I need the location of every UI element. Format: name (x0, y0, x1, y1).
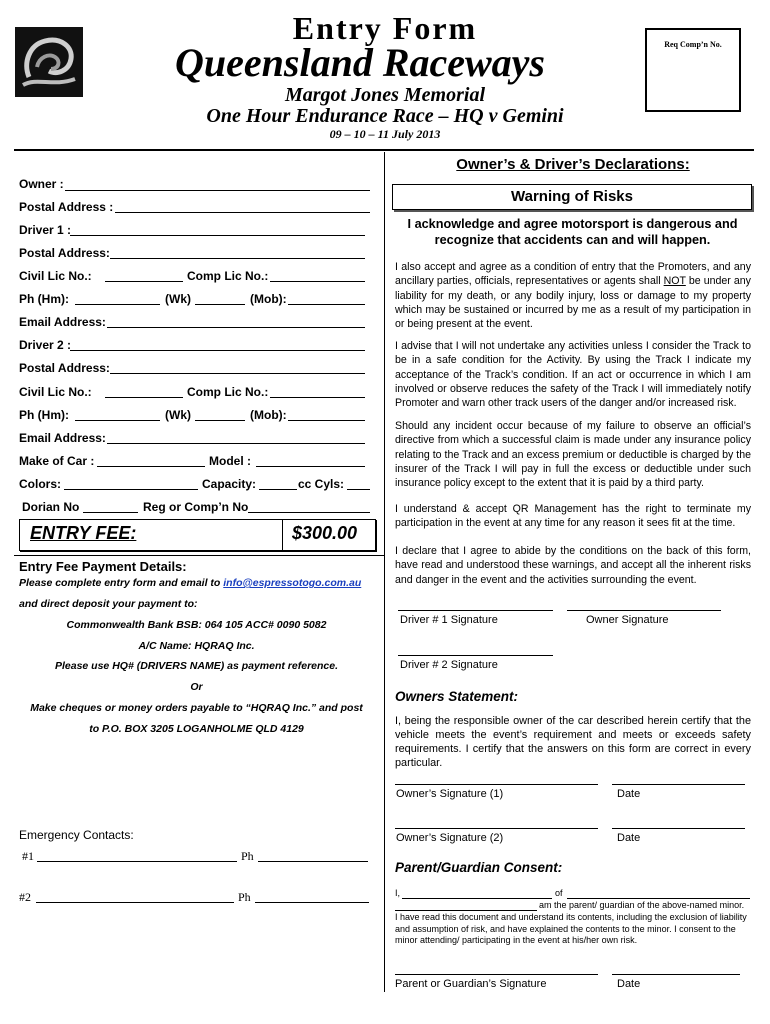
guardian-of-label: of (555, 888, 563, 898)
acknowledge-statement: I acknowledge and agree motorsport is dangerous and recognize that accidents can and will happen. (407, 217, 738, 247)
postal-address-2-field[interactable] (110, 258, 365, 259)
ph-hm-1-label: Ph (Hm): (19, 292, 69, 306)
entry-fee-label: ENTRY FEE: (30, 523, 137, 543)
declaration-1-text-b: be under any liability for my death, or any bodily injury, loss or damage to my property which may be sustained or incurred by me as a result of my participation in or being present at the event. (395, 275, 751, 331)
driver1-signature-label: Driver # 1 Signature (400, 614, 498, 626)
wk-1-label: (Wk) (165, 292, 191, 306)
po-box: to P.O. BOX 3205 LOGANHOLME QLD 4129 (89, 723, 304, 735)
declaration-paragraph-1 (395, 260, 751, 331)
race-title: One Hour Endurance Race – HQ v Gemini (206, 105, 564, 127)
payment-email-link[interactable]: info@espressotogo.com.au (223, 577, 362, 589)
warning-title: Warning of Risks (511, 188, 633, 205)
declaration-1-not: NOT (663, 275, 686, 288)
postal-address-3-label: Postal Address: (19, 361, 110, 375)
dorian-no-field[interactable] (83, 512, 138, 513)
driver1-signature-field[interactable] (398, 610, 553, 611)
memorial-title: Margot Jones Memorial (284, 84, 486, 106)
owners-statement-text: I, being the responsible owner of the car described herein certify that the vehicle meets the event’s requirement and meets or exceeds safety requirements. I certify that the answers on this form are correct in every particular. (395, 715, 751, 769)
ec2-phone-field[interactable] (255, 902, 369, 903)
logo (15, 27, 83, 97)
guardian-consent-text: I have read this document and understand its contents, including the exclusion of liability and assumption of risk, and have explained the contents to the minor. I consent to the minor attending/ participating in the event at his/her own risk. (395, 912, 747, 945)
payment-reference: Please use HQ# (DRIVERS NAME) as payment reference. (54, 660, 339, 672)
declaration-paragraph-5: I declare that I agree to abide by the conditions on the back of this form, have read and understood these warnings, and accept all the inherent risks and danger in the event and the activities surrounding the event. (395, 545, 751, 586)
driver2-field[interactable] (70, 350, 365, 351)
date-2-label: Date (617, 832, 641, 844)
guardian-address-field-2[interactable] (395, 910, 537, 911)
cc-cyls-label: cc Cyls: (298, 477, 345, 491)
wk-2-label: (Wk) (165, 408, 191, 422)
driver2-signature-field[interactable] (398, 655, 553, 656)
owner-signature-1-field[interactable] (395, 784, 598, 785)
postal-address-3-field[interactable] (110, 373, 365, 374)
model-field[interactable] (256, 466, 365, 467)
payment-title: Entry Fee Payment Details: (19, 559, 187, 574)
ph-hm-2-label: Ph (Hm): (19, 408, 69, 422)
date-3-field[interactable] (612, 974, 740, 975)
capacity-label: Capacity: (202, 477, 257, 491)
email-2-label: Email Address: (19, 431, 106, 445)
owner-signature-2-label: Owner’s Signature (2) (396, 832, 504, 844)
mob-2-field[interactable] (288, 420, 365, 421)
postal-address-1-label: Postal Address : (19, 200, 114, 214)
racing-logo-icon (15, 27, 83, 97)
cheques-instruction: Make cheques or money orders payable to “HQRAQ Inc.” and post (30, 702, 363, 714)
entry-fee-amount: $300.00 (292, 523, 358, 543)
wk-2-field[interactable] (195, 420, 245, 421)
model-label: Model : (209, 454, 251, 468)
entry-fee-divider (282, 520, 283, 550)
ph-hm-1-field[interactable] (75, 304, 160, 305)
guardian-name-field[interactable] (402, 898, 552, 899)
mob-1-field[interactable] (288, 304, 365, 305)
ec1-phone-field[interactable] (258, 861, 368, 862)
req-comp-no-box[interactable] (645, 28, 741, 112)
declaration-paragraph-2: I advise that I will not undertake any activities unless I consider the Track to be in a safe condition for the Activity. By using the Track I indicate my acceptance of the Track’s condition. If an act or occurrence in which I am involved or observe reduces the safety of the Track I will immediately notify Promoter and warn other track users of the danger and/or increased risk. (395, 340, 751, 410)
civil-lic-2-field[interactable] (105, 397, 183, 398)
declaration-paragraph-4: I understand & accept QR Management has the right to terminate my participation in the event at any time for any reason it sees fit at the time. (395, 503, 751, 530)
payment-instruction-1 (19, 577, 361, 589)
postal-address-1-field[interactable] (115, 212, 370, 213)
comp-lic-2-field[interactable] (270, 397, 365, 398)
req-comp-no-label: Req Comp’n No. (664, 40, 722, 49)
mob-2-label: (Mob): (250, 408, 287, 422)
header-rule (14, 149, 754, 151)
owner-signature-label: Owner Signature (586, 614, 669, 626)
email-1-field[interactable] (107, 327, 365, 328)
reg-comp-no-field[interactable] (248, 512, 370, 513)
driver2-signature-label: Driver # 2 Signature (400, 659, 498, 671)
ec2-ph-label: Ph (238, 890, 251, 904)
ec1-number: #1 (22, 849, 34, 863)
race-dates: 09 – 10 – 11 July 2013 (329, 127, 441, 141)
capacity-field[interactable] (259, 489, 297, 490)
entry-fee-box (19, 519, 376, 551)
date-3-label: Date (617, 978, 641, 990)
payment-rule (14, 555, 384, 556)
owner-label: Owner : (19, 177, 64, 191)
email-1-label: Email Address: (19, 315, 106, 329)
owner-field[interactable] (65, 190, 370, 191)
ph-hm-2-field[interactable] (75, 420, 160, 421)
payment-instruction-2: and direct deposit your payment to: (19, 598, 198, 610)
bank-details: Commonwealth Bank BSB: 064 105 ACC# 0090 5082 (66, 619, 327, 631)
guardian-signature-field[interactable] (395, 974, 598, 975)
make-of-car-field[interactable] (97, 466, 205, 467)
guardian-consent-title: Parent/Guardian Consent: (395, 860, 563, 875)
colors-field[interactable] (64, 489, 198, 490)
owners-statement-title: Owners Statement: (395, 689, 519, 704)
org-title: Queensland Raceways (175, 40, 545, 85)
email-2-field[interactable] (107, 443, 365, 444)
owner-signature-1-label: Owner’s Signature (1) (396, 788, 504, 800)
civil-lic-2-label: Civil Lic No.: (19, 385, 92, 399)
driver1-label: Driver 1 : (19, 223, 72, 237)
payment-or: Or (190, 681, 203, 693)
declarations-title: Owner’s & Driver’s Declarations: (456, 156, 690, 173)
emergency-contacts-label: Emergency Contacts: (19, 828, 134, 842)
account-name: A/C Name: HQRAQ Inc. (138, 640, 255, 652)
declaration-1-text-a: I also accept and agree as a condition of entry that the Promoters, and any ancillary parties, officials, representatives or agents shall (395, 261, 751, 288)
make-of-car-label: Make of Car : (19, 454, 95, 468)
date-1-label: Date (617, 788, 641, 800)
wk-1-field[interactable] (195, 304, 245, 305)
cc-cyls-field[interactable] (347, 489, 370, 490)
payment-instruction-text: Please complete entry form and email to (19, 577, 221, 589)
dorian-no-label: Dorian No (22, 500, 80, 514)
civil-lic-1-field[interactable] (105, 281, 183, 282)
guardian-i-label: I, (395, 888, 401, 898)
date-2-field[interactable] (612, 828, 745, 829)
ec2-number: #2 (19, 890, 31, 904)
column-divider (384, 152, 385, 992)
driver2-label: Driver 2 : (19, 338, 72, 352)
civil-lic-1-label: Civil Lic No.: (19, 269, 92, 283)
owner-signature-2-field[interactable] (395, 828, 598, 829)
entry-form-title: Entry Form (292, 10, 478, 46)
colors-label: Colors: (19, 477, 61, 491)
declaration-paragraph-3: Should any incident occur because of my failure to observe an official’s directive from which a successful claim is made under any insurance policy relating to the Track and an excess premium or deductible is charged by the insurer of the Track I will pay in full the excess or deductible under such insurance policy except to the extent that it is paid by a third party. (395, 420, 751, 490)
ec2-name-field[interactable] (36, 902, 234, 903)
owner-signature-field[interactable] (567, 610, 721, 611)
mob-1-label: (Mob): (250, 292, 287, 306)
postal-address-2-label: Postal Address: (19, 246, 110, 260)
warning-title-box (392, 184, 752, 210)
comp-lic-2-label: Comp Lic No.: (187, 385, 269, 399)
ec1-name-field[interactable] (37, 861, 237, 862)
ec1-ph-label: Ph (241, 849, 254, 863)
date-1-field[interactable] (612, 784, 745, 785)
comp-lic-1-label: Comp Lic No.: (187, 269, 269, 283)
guardian-address-field[interactable] (567, 898, 750, 899)
guardian-signature-label: Parent or Guardian’s Signature (395, 978, 547, 990)
comp-lic-1-field[interactable] (270, 281, 365, 282)
reg-comp-no-label: Reg or Comp’n No (143, 500, 249, 514)
guardian-parent-text: am the parent/ guardian of the above-named minor. (539, 900, 745, 910)
driver1-field[interactable] (70, 235, 365, 236)
